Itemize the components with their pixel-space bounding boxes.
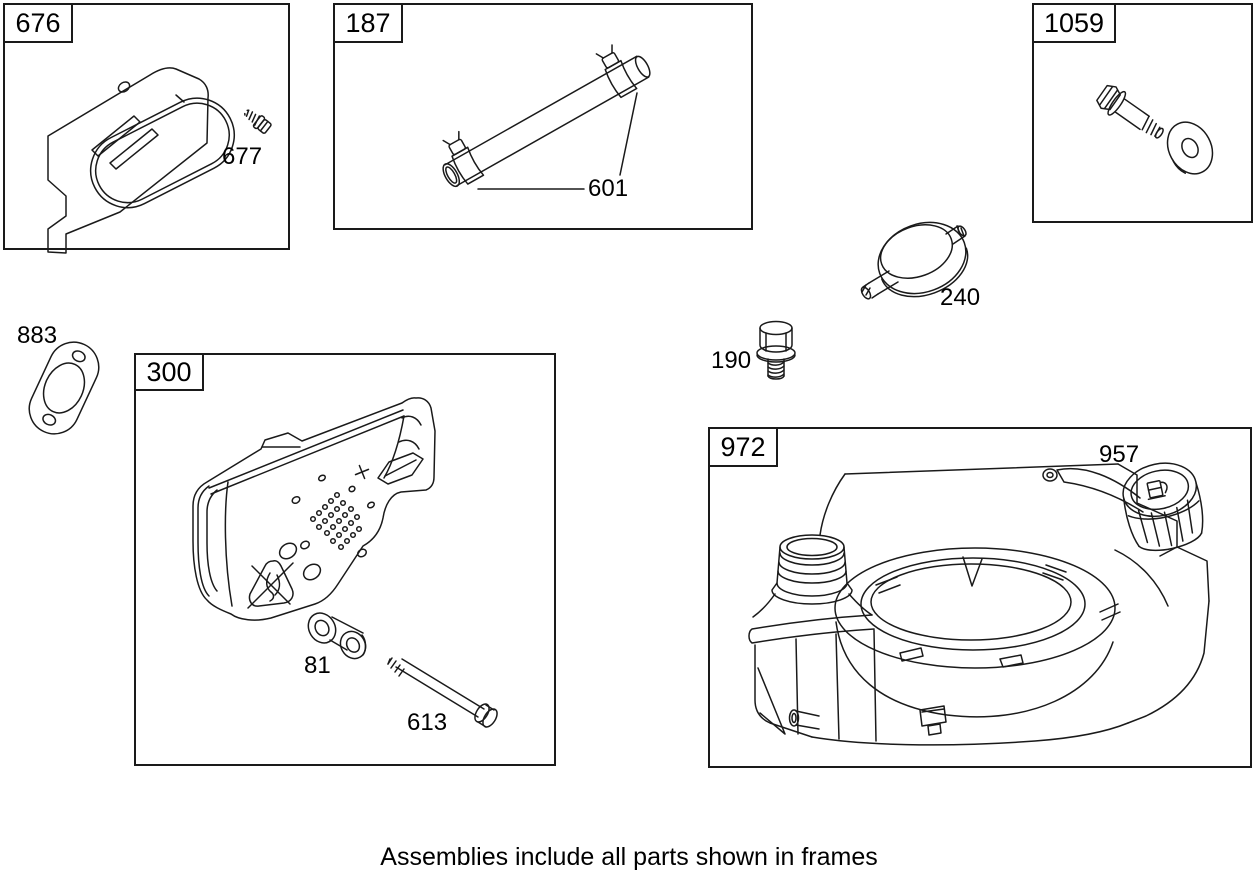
part-label-240: 240 xyxy=(940,284,981,311)
part-label-957: 957 xyxy=(1099,441,1140,468)
part-label-190: 190 xyxy=(711,347,752,374)
frame-187 xyxy=(333,3,753,230)
part-label-613: 613 xyxy=(407,709,448,736)
frame-676-label: 676 xyxy=(3,3,73,43)
frame-300 xyxy=(134,353,556,766)
flange-bolt-illustration xyxy=(757,322,795,380)
part-label-883: 883 xyxy=(17,322,58,349)
frame-972-label: 972 xyxy=(708,427,778,467)
part-label-81: 81 xyxy=(304,652,331,679)
frame-187-label: 187 xyxy=(333,3,403,43)
part-label-601: 601 xyxy=(588,175,629,202)
frame-1059-label: 1059 xyxy=(1032,3,1116,43)
frame-1059 xyxy=(1032,3,1253,223)
frame-972 xyxy=(708,427,1252,768)
exhaust-gasket-illustration xyxy=(21,334,107,442)
diagram-caption: Assemblies include all parts shown in frames xyxy=(380,843,878,871)
frame-676 xyxy=(3,3,290,250)
part-label-677: 677 xyxy=(222,143,263,170)
frame-300-label: 300 xyxy=(134,353,204,391)
